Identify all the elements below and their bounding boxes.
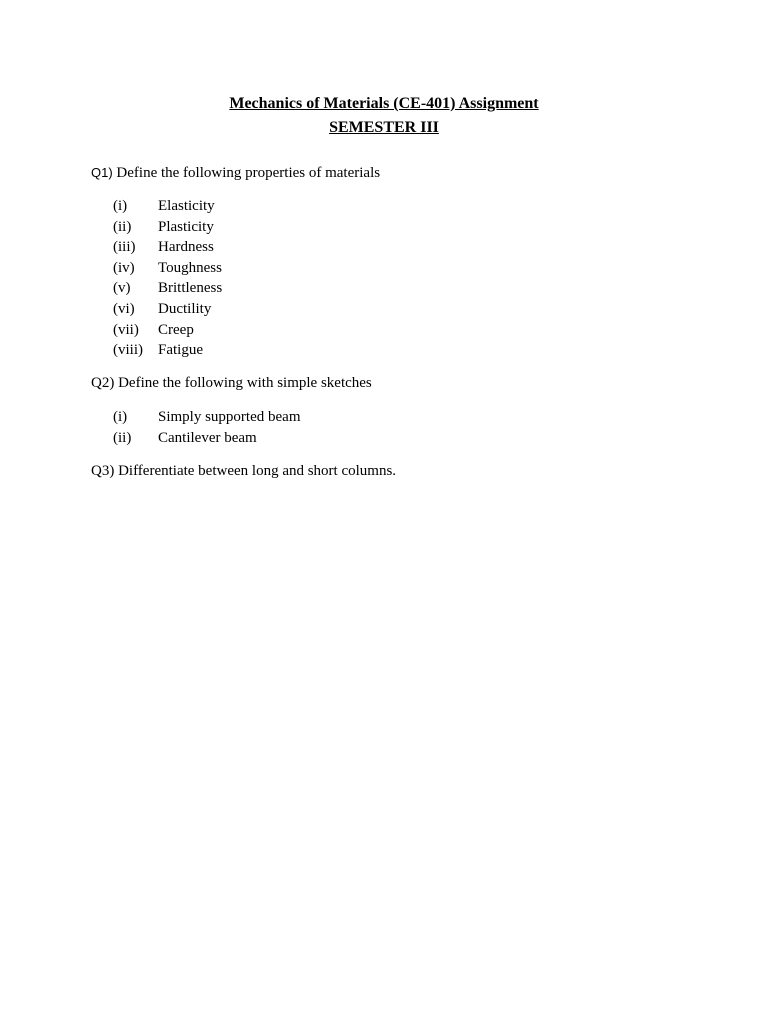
- question-1-label: Q1): [91, 165, 113, 180]
- item-text: Hardness: [158, 239, 214, 256]
- item-number: (ii): [113, 429, 132, 446]
- item-number: (vii): [113, 321, 139, 338]
- item-number: (viii): [113, 342, 143, 359]
- item-number: (i): [113, 198, 128, 214]
- item-text: Simply supported beam: [158, 409, 301, 425]
- item-number: (iv): [113, 259, 135, 276]
- item-text: Fatigue: [158, 342, 203, 359]
- question-1: [91, 166, 380, 181]
- item-number: (ii): [113, 218, 132, 235]
- item-text: Elasticity: [158, 198, 215, 214]
- item-text: Toughness: [158, 259, 222, 276]
- item-text: Brittleness: [158, 280, 223, 297]
- item-text: Ductility: [158, 300, 212, 317]
- document-title: Mechanics of Materials (CE-401) Assignment: [229, 95, 539, 112]
- item-number: (i): [113, 409, 128, 425]
- question-1-text: Define the following properties of materials: [112, 165, 381, 181]
- document-subtitle: SEMESTER III: [329, 119, 439, 136]
- item-text: Plasticity: [158, 218, 214, 235]
- question-2: Q2) Define the following with simple sketches: [91, 375, 372, 391]
- item-number: (vi): [113, 300, 135, 317]
- item-number: (iii): [113, 239, 136, 256]
- item-text: Creep: [158, 321, 194, 338]
- question-3: Q3) Differentiate between long and short columns.: [91, 463, 397, 479]
- item-text: Cantilever beam: [158, 429, 257, 446]
- item-number: (v): [113, 280, 131, 297]
